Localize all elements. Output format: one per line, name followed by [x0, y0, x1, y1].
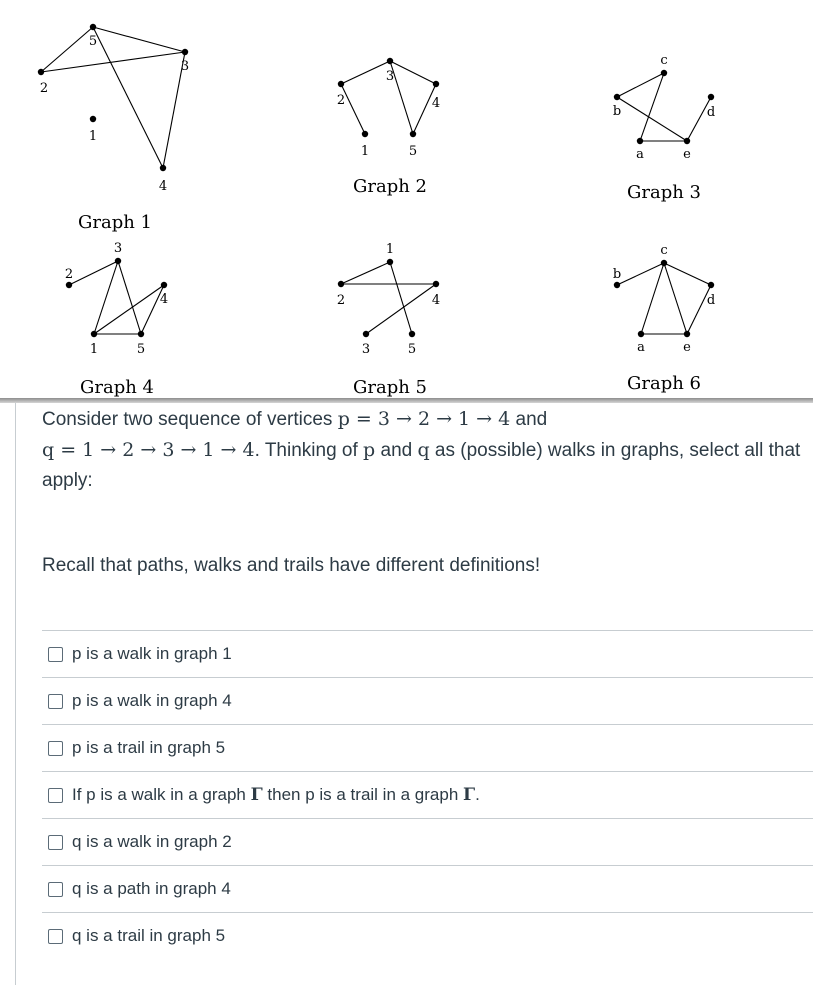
graph-4-vertex-4	[161, 282, 167, 288]
graph-5-edge-3-4	[366, 284, 436, 334]
graph-1-title: Graph 1	[77, 212, 153, 233]
question-part2: and	[510, 409, 548, 430]
graph-6-vertex-b	[614, 282, 620, 288]
option-label: p is a walk in graph 4	[72, 691, 232, 710]
graph-1-edge-5-3	[93, 27, 185, 52]
graph-4-vertex-label: 3	[113, 241, 123, 256]
option-2[interactable]	[42, 677, 813, 724]
graph-6-vertex-d	[708, 282, 714, 288]
graph-2-vertex-4	[433, 81, 439, 87]
option-3[interactable]	[42, 724, 813, 771]
graph-1-vertex-5	[90, 24, 96, 30]
option-5[interactable]	[42, 818, 813, 865]
graph-4-edge-1-4	[94, 285, 164, 334]
graph-4-vertex-5	[138, 331, 144, 337]
graph-4-vertex-label: 4	[159, 292, 169, 307]
q-variable: q	[417, 439, 430, 461]
checkbox[interactable]	[48, 929, 63, 944]
option-label	[72, 785, 480, 805]
p-variable: p	[363, 439, 376, 461]
graph-5-vertex-label: 5	[407, 342, 417, 357]
graph-3-vertex-label: e	[683, 147, 691, 162]
graph-6-vertex-label: b	[612, 267, 622, 282]
graph-5-vertex-4	[433, 281, 439, 287]
question-text	[42, 404, 807, 496]
graph-6-vertex-label: d	[706, 293, 716, 308]
graph-2-vertex-5	[410, 131, 416, 137]
answer-options	[42, 630, 813, 959]
graph-1-edge-2-3	[41, 52, 185, 72]
graph-6-title: Graph 6	[626, 373, 702, 394]
graph-1-vertex-label: 3	[180, 59, 190, 74]
checkbox[interactable]	[48, 835, 63, 850]
question-part3: . Thinking of	[254, 440, 364, 461]
graph-4-vertex-1	[91, 331, 97, 337]
graph-6-vertex-e	[684, 331, 690, 337]
graph-4-edge-3-5	[118, 261, 141, 334]
graph-3-vertex-e	[684, 138, 690, 144]
graph-2-vertex-label: 2	[336, 93, 346, 108]
graph-5-edge-1-2	[341, 262, 390, 284]
graph-4-vertex-2	[66, 282, 72, 288]
graph-4-vertex-label: 1	[89, 342, 99, 357]
option-label-middle: then p is a trail in a graph	[262, 785, 464, 804]
q-sequence: q = 1 → 2 → 3 → 1 → 4	[42, 439, 255, 461]
graph-3-title: Graph 3	[626, 182, 702, 203]
graph-5-vertex-1	[387, 259, 393, 265]
graph-4-edge-3-1	[94, 261, 118, 334]
graph-5-vertex-label: 2	[336, 293, 346, 308]
graph-3-vertex-label: c	[660, 53, 668, 68]
question-part1: Consider two sequence of vertices	[42, 409, 338, 430]
graph-6-edge-c-e	[664, 263, 687, 334]
graph-3-vertex-b	[614, 94, 620, 100]
option-4[interactable]	[42, 771, 813, 818]
graph-2-edge-2-3	[341, 61, 390, 84]
graph-1-vertex-1	[90, 116, 96, 122]
graph-5-vertex-label: 3	[361, 342, 371, 357]
recall-note: Recall that paths, walks and trails have different definitions!	[42, 555, 541, 576]
graph-6-vertex-c	[661, 260, 667, 266]
graph-1-vertex-label: 1	[88, 129, 98, 144]
graph-1-vertex-label: 5	[88, 34, 98, 49]
option-label: q is a path in graph 4	[72, 879, 231, 898]
graph-6-vertex-label: a	[637, 340, 645, 355]
graph-2-vertex-label: 4	[431, 96, 441, 111]
graph-2-title: Graph 2	[352, 176, 428, 197]
graph-1-edge-2-5	[41, 27, 93, 72]
graph-2-vertex-2	[338, 81, 344, 87]
checkbox[interactable]	[48, 882, 63, 897]
checkbox[interactable]	[48, 788, 63, 803]
graph-1-vertex-label: 2	[39, 81, 49, 96]
graphs-figure	[0, 0, 813, 400]
graph-6-vertex-label: e	[683, 340, 691, 355]
graph-4-title: Graph 4	[79, 377, 155, 398]
graph-6-vertex-label: c	[660, 243, 668, 258]
graph-5-vertex-3	[363, 331, 369, 337]
graph-5-vertex-label: 1	[385, 242, 395, 257]
graph-4-vertex-label: 5	[136, 342, 146, 357]
graph-3-vertex-a	[637, 138, 643, 144]
graph-3-vertex-label: a	[636, 147, 644, 162]
checkbox[interactable]	[48, 741, 63, 756]
graph-2-edge-2-1	[341, 84, 365, 134]
question-part4: and	[375, 440, 418, 461]
graph-1-vertex-2	[38, 69, 44, 75]
graph-2-vertex-label: 1	[360, 144, 370, 159]
graph-5-vertex-5	[409, 331, 415, 337]
option-label: p is a walk in graph 1	[72, 644, 232, 663]
graph-3-vertex-label: d	[706, 105, 716, 120]
graph-2-vertex-label: 3	[385, 69, 395, 84]
graph-1-vertex-3	[182, 49, 188, 55]
graph-3-vertex-c	[661, 70, 667, 76]
graph-1-vertex-label: 4	[158, 179, 168, 194]
gamma-symbol: Γ	[463, 785, 476, 805]
graph-3-vertex-label: b	[612, 104, 622, 119]
checkbox[interactable]	[48, 694, 63, 709]
graph-5-vertex-2	[338, 281, 344, 287]
graph-2-edge-3-4	[390, 61, 436, 84]
checkbox[interactable]	[48, 647, 63, 662]
option-7[interactable]	[42, 912, 813, 959]
option-6[interactable]	[42, 865, 813, 912]
graph-4-edge-2-3	[69, 261, 118, 285]
graph-5-title: Graph 5	[352, 377, 428, 398]
option-label: q is a walk in graph 2	[72, 832, 232, 851]
section-divider	[0, 398, 813, 403]
graph-6-vertex-a	[638, 331, 644, 337]
graph-1-edge-5-4	[93, 27, 163, 168]
left-rule	[15, 403, 16, 985]
option-label-before: If p is a walk in a graph	[72, 785, 251, 804]
graph-2-vertex-3	[387, 58, 393, 64]
graph-4-vertex-3	[115, 258, 121, 264]
option-label: q is a trail in graph 5	[72, 926, 226, 945]
p-sequence: p = 3 → 2 → 1 → 4	[337, 408, 511, 430]
question-part5: as (possible) walks in graphs, select all that apply:	[42, 440, 801, 491]
option-label-after: .	[475, 785, 480, 804]
option-label: p is a trail in graph 5	[72, 738, 226, 757]
graph-3-edge-b-e	[617, 97, 687, 141]
graph-3-vertex-d	[708, 94, 714, 100]
graph-6-edge-c-a	[641, 263, 664, 334]
gamma-symbol: Γ	[250, 785, 263, 805]
graph-5-edge-1-5	[390, 262, 412, 334]
graph-6-edge-c-d	[664, 263, 711, 285]
option-1[interactable]	[42, 630, 813, 677]
graph-2-vertex-1	[362, 131, 368, 137]
graph-6-edge-b-c	[617, 263, 664, 285]
graph-1-vertex-4	[160, 165, 166, 171]
graph-4-vertex-label: 2	[64, 267, 74, 282]
graph-2-vertex-label: 5	[408, 144, 418, 159]
graph-5-vertex-label: 4	[431, 293, 441, 308]
